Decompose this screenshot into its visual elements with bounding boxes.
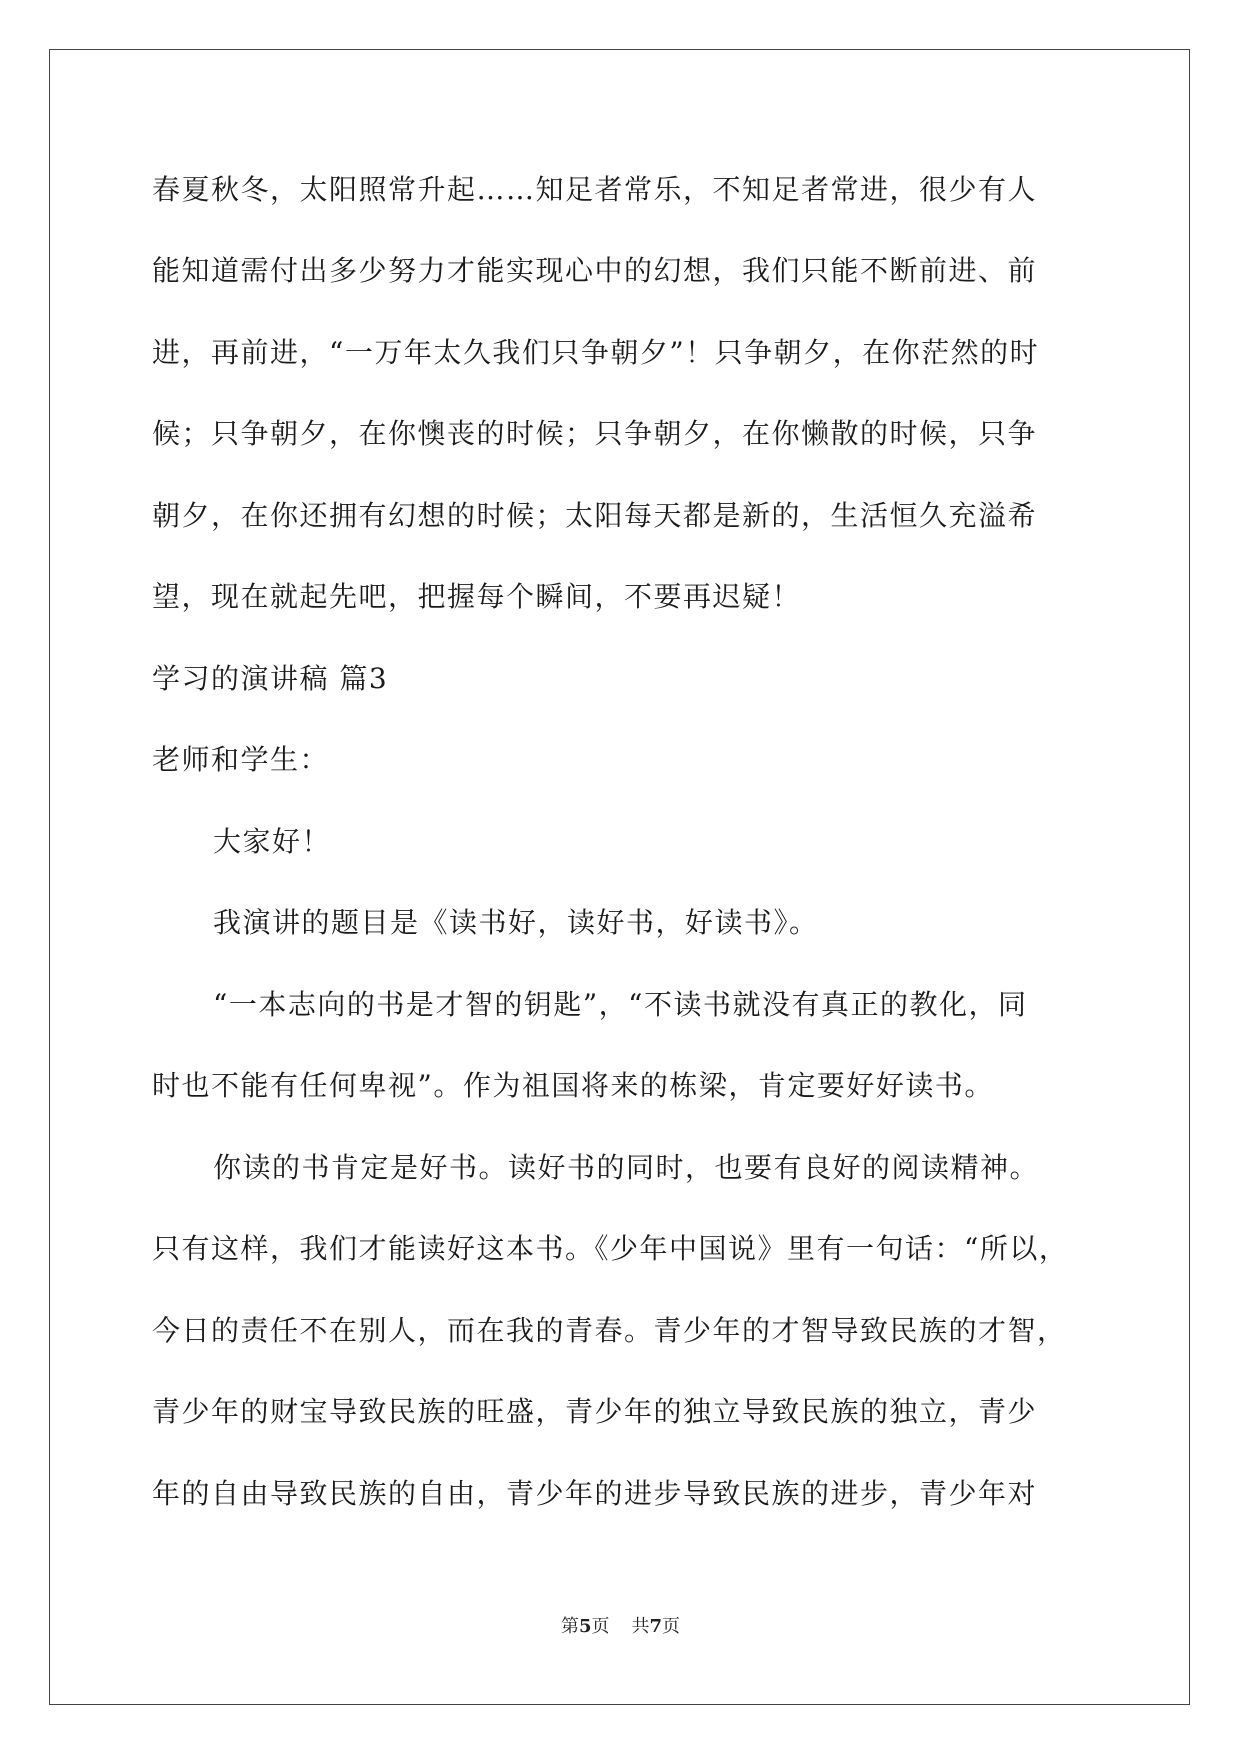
text-line: 候；只争朝夕，在你懊丧的时候；只争朝夕，在你懒散的时候，只争 (152, 417, 1038, 450)
text-line: 进，再前进，“一万年太久我们只争朝夕”！只争朝夕，在你茫然的时 (152, 336, 1040, 369)
greeting: 大家好！ (213, 825, 332, 858)
page-footer (0, 1616, 1241, 1638)
footer-current-page: 5 (578, 1616, 592, 1637)
footer-page-prefix: 第 (560, 1616, 579, 1637)
body-line: 你读的书肯定是好书。读好书的同时，也要有良好的阅读精神。 (213, 1151, 1040, 1184)
topic-line: 我演讲的题目是《读书好，读好书，好读书》。 (213, 906, 819, 939)
text-line: 朝夕，在你还拥有幻想的时候；太阳每天都是新的，生活恒久充溢希 (152, 499, 1038, 532)
text-line: 望，现在就起先吧，把握每个瞬间，不要再迟疑！ (152, 580, 802, 613)
body-line: 青少年的财宝导致民族的旺盛，青少年的独立导致民族的独立，青少 (152, 1395, 1038, 1428)
body-line: 只有这样，我们才能读好这本书。《少年中国说》里有一句话：“所以， (152, 1232, 1069, 1265)
text-line: 能知道需付出多少努力才能实现心中的幻想，我们只能不断前进、前 (152, 254, 1038, 287)
quote-line: “一本志向的书是才智的钥匙”，“不读书就没有真正的教化，同 (213, 988, 1028, 1021)
footer-total-pages: 7 (649, 1616, 663, 1637)
section-heading: 学习的演讲稿 篇3 (152, 662, 389, 695)
salutation: 老师和学生： (152, 743, 330, 776)
footer-total-prefix: 共 (631, 1616, 650, 1637)
text-line: 春夏秋冬，太阳照常升起……知足者常乐，不知足者常进，很少有人 (152, 173, 1038, 206)
footer-page-unit: 页 (591, 1616, 610, 1637)
body-line: 今日的责任不在别人，而在我的青春。青少年的才智导致民族的才智， (152, 1314, 1067, 1347)
page-border (49, 49, 1190, 1705)
footer-total-unit: 页 (662, 1616, 681, 1637)
body-line: 年的自由导致民族的自由，青少年的进步导致民族的进步，青少年对 (152, 1477, 1038, 1510)
quote-line: 时也不能有任何卑视”。作为祖国将来的栋梁，肯定要好好读书。 (152, 1069, 994, 1102)
